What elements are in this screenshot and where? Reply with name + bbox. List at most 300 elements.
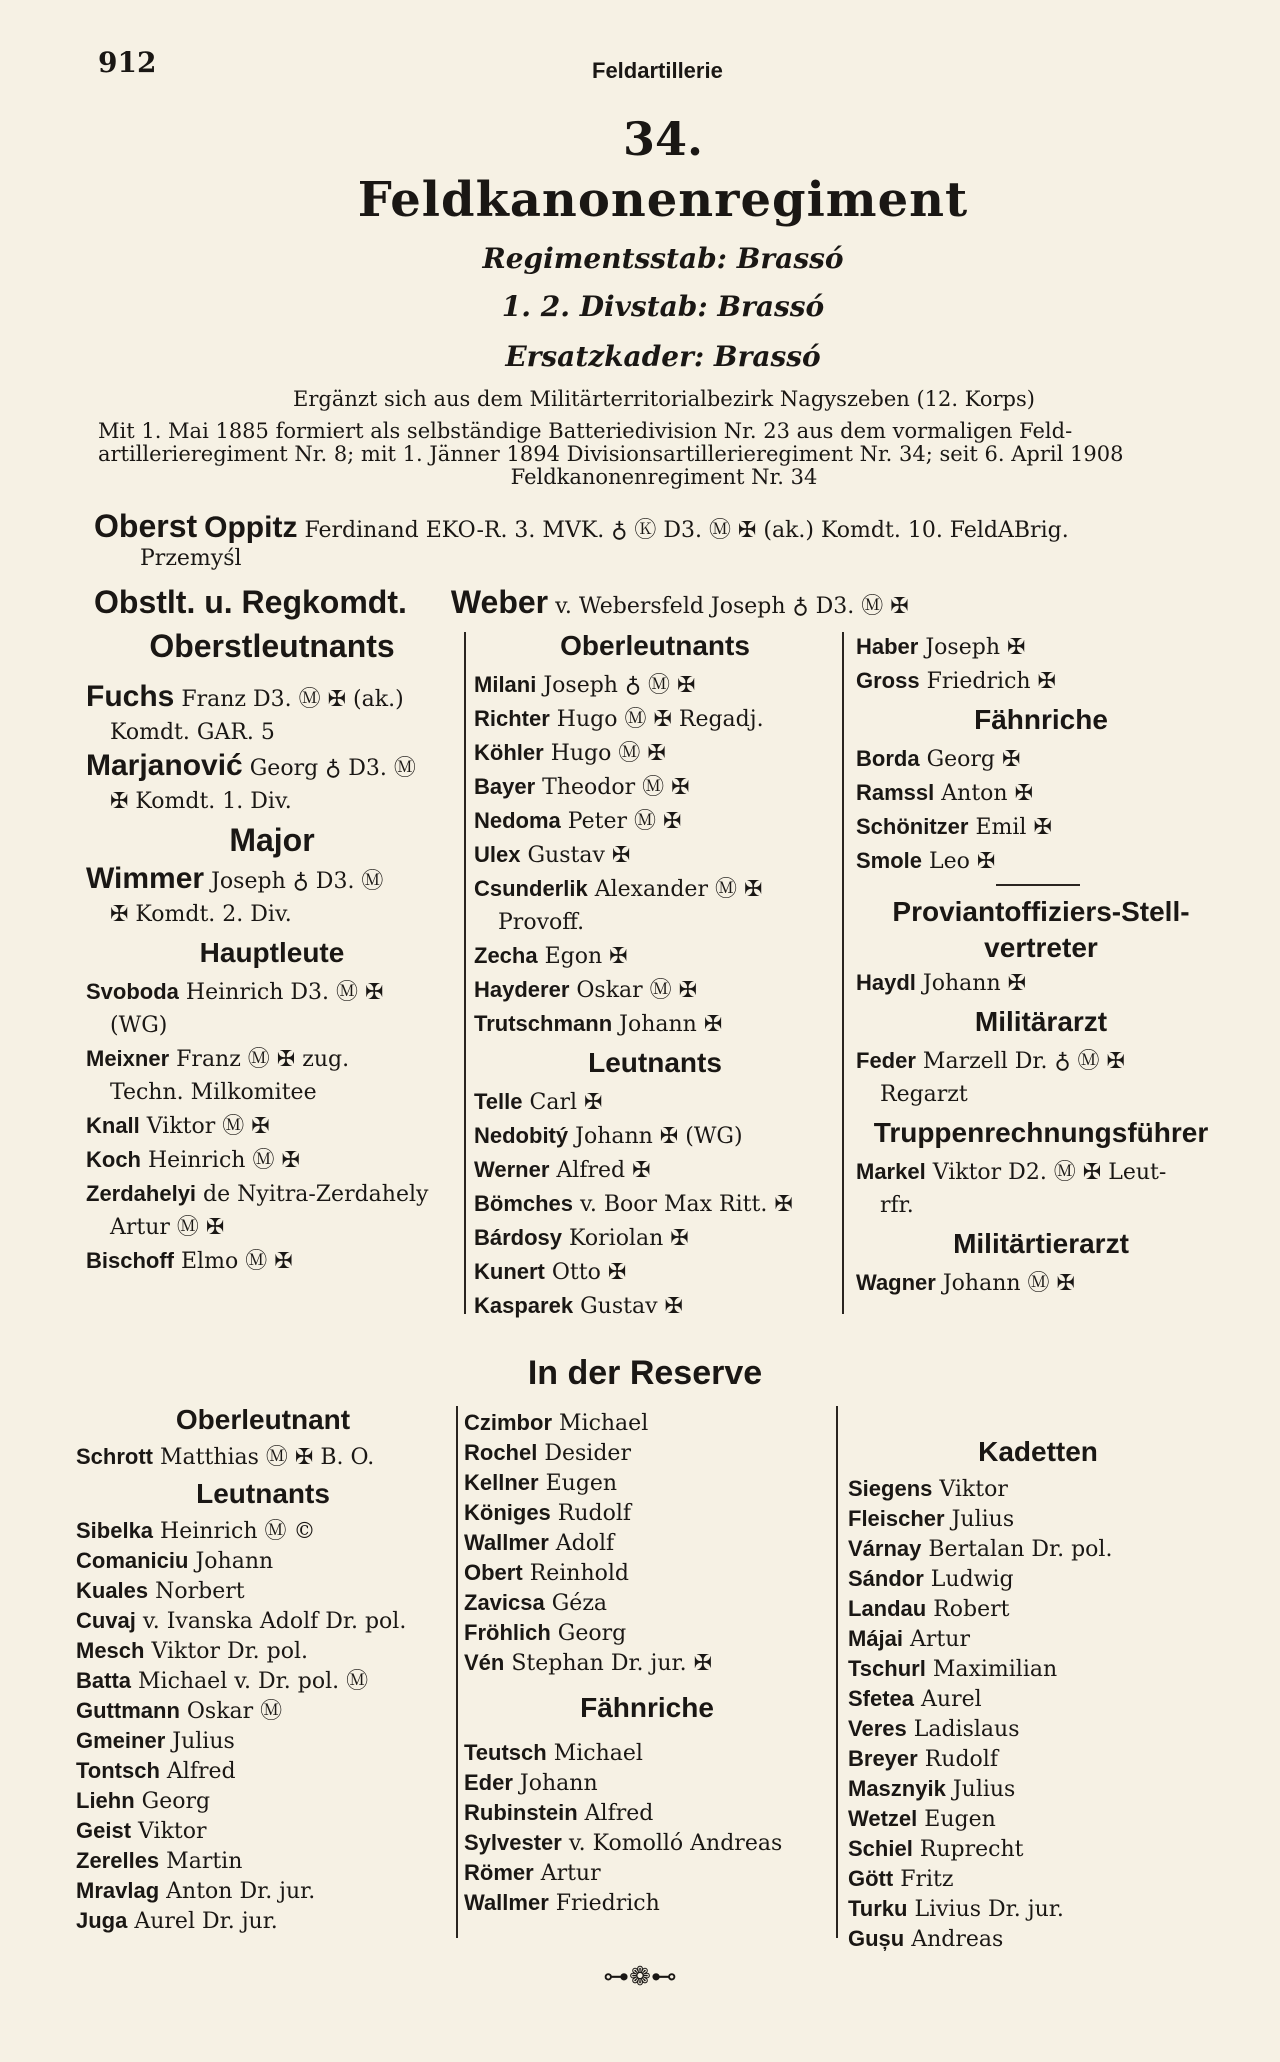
surname: Veres	[848, 1716, 907, 1741]
list-item	[464, 1648, 830, 1678]
entry-details: Julius	[172, 1729, 235, 1754]
list-reserve-mid	[464, 1408, 830, 1678]
column-divider-1	[464, 632, 466, 1314]
list-item	[76, 1636, 450, 1666]
list-item	[464, 1588, 830, 1618]
reserve-title: In der Reserve	[527, 1354, 763, 1392]
entry-details: Maximilian	[932, 1657, 1058, 1682]
list-item	[856, 664, 1226, 698]
entry-details: Alexander Ⓜ ✠	[594, 877, 763, 902]
entry-details: Johann	[195, 1549, 274, 1574]
intro-line-2: Mit 1. Mai 1885 formiert als selbständige Batteriedivision Nr. 23 aus dem vormaligen Feld-	[98, 419, 1073, 443]
entry-details: Ruprecht	[919, 1837, 1024, 1862]
heading-kadetten: Kadetten	[978, 1436, 1098, 1467]
oberst-name: Oppitz	[204, 511, 298, 544]
list-item	[474, 1255, 836, 1289]
entry-details: Alfred	[166, 1759, 236, 1784]
entry-details: Heinrich D3. Ⓜ ✠	[185, 980, 384, 1005]
obstlt-rank: Obstlt. u. Regkomdt.	[94, 584, 407, 620]
list-item	[76, 1666, 450, 1696]
surname: Tontsch	[76, 1758, 160, 1783]
surname: Schiel	[848, 1836, 913, 1861]
list-item-continuation: Techn. Milkomitee	[110, 1080, 317, 1105]
column-3	[856, 630, 1226, 1300]
surname: Várnay	[848, 1536, 922, 1561]
surname: Markel	[856, 1159, 926, 1184]
list-item	[856, 844, 1226, 878]
entry-details: Joseph ♁ Ⓜ ✠	[543, 673, 696, 698]
list-item	[464, 1498, 830, 1528]
surname: Römer	[464, 1860, 534, 1885]
surname: Schrott	[76, 1444, 153, 1469]
entry-details: Aurel Dr. jur.	[134, 1909, 278, 1934]
list-item-continuation: rfr.	[880, 1193, 914, 1218]
entry-details: Rudolf	[557, 1501, 632, 1526]
entry-details: Martin	[166, 1849, 243, 1874]
surname: Wallmer	[464, 1890, 549, 1915]
list-item-continuation: (WG)	[110, 1013, 168, 1038]
oberst-entry	[94, 508, 1069, 545]
entry-details: Egon ✠	[544, 944, 628, 969]
entry-details: Artur	[910, 1627, 970, 1652]
cont-fuchs: Komdt. GAR. 5	[110, 720, 275, 745]
list-item	[856, 630, 1226, 664]
list-item	[76, 1906, 450, 1936]
entry-details: Elmo Ⓜ ✠	[181, 1249, 293, 1274]
list-item	[76, 1786, 450, 1816]
surname: Sándor	[848, 1566, 924, 1591]
entry-details: Anton Dr. jur.	[166, 1879, 316, 1904]
heading-militaerarzt: Militärarzt	[974, 1006, 1108, 1037]
entry-details: v. Boor Max Ritt. ✠	[580, 1192, 793, 1217]
list-leutnants	[474, 1085, 836, 1323]
entry-details: Franz Ⓜ ✠ zug.	[176, 1047, 350, 1072]
heading-proviant-2: vertreter	[984, 932, 1098, 963]
entry-details: v. Ivanska Adolf Dr. pol.	[142, 1609, 407, 1634]
list-item	[474, 973, 836, 1007]
list-item	[474, 1221, 836, 1255]
entry-details: Viktor	[939, 1477, 1008, 1502]
entry-details: Friedrich	[555, 1891, 660, 1916]
list-item	[856, 742, 1226, 776]
surname: Nedobitý	[474, 1123, 569, 1148]
surname: Wetzel	[848, 1806, 918, 1831]
surname: Rubinstein	[464, 1800, 578, 1825]
heading-faehnriche: Fähnriche	[974, 704, 1108, 735]
surname: Teutsch	[464, 1740, 547, 1765]
surname: Kasparek	[474, 1293, 574, 1318]
list-item	[474, 1085, 836, 1119]
entry-details: Gustav ✠	[580, 1294, 683, 1319]
surname: Zavicsa	[464, 1590, 545, 1615]
list-item	[848, 1804, 1228, 1834]
list-item	[474, 838, 836, 872]
surname: Hayderer	[474, 977, 570, 1002]
intro-line-3: artillerieregiment Nr. 8; mit 1. Jänner 1894 Divisionsartillerieregiment Nr. 34; seit 6. April 1908	[98, 442, 1124, 466]
surname: Gross	[856, 668, 920, 693]
entry-details: Oskar Ⓜ ✠	[576, 978, 698, 1003]
list-item	[848, 1834, 1228, 1864]
entry-details: Géza	[551, 1591, 608, 1616]
list-militaertierarzt	[856, 1266, 1226, 1300]
list-item	[848, 1864, 1228, 1894]
heading-hauptleute: Hauptleute	[199, 937, 345, 968]
surname: Sfetea	[848, 1686, 915, 1711]
entry-details: Norbert	[155, 1579, 245, 1604]
list-item	[76, 1576, 450, 1606]
list-item	[474, 872, 836, 906]
name-marjanovic: Marjanović	[86, 749, 243, 782]
entry-details: Johann ✠	[619, 1012, 723, 1037]
entry-details: Viktor Dr. pol.	[151, 1639, 309, 1664]
entry-details: Johann	[519, 1771, 598, 1796]
entry-details: Alfred	[584, 1801, 654, 1826]
surname: Knall	[86, 1113, 140, 1138]
surname: Nedoma	[474, 808, 561, 833]
entry-details: Hugo Ⓜ ✠ Regadj.	[556, 707, 764, 732]
surname: Bárdosy	[474, 1225, 563, 1250]
reserve-column-1	[76, 1398, 450, 1936]
entry-details: Leo ✠	[929, 849, 996, 874]
heading-proviant: Proviantoffiziers-Stell-	[892, 896, 1190, 927]
entry-details: Heinrich Ⓜ ©	[160, 1519, 316, 1544]
entry-details: Viktor	[138, 1819, 207, 1844]
surname: Bayer	[474, 774, 536, 799]
list-item	[848, 1504, 1228, 1534]
entry-details: Michael	[553, 1741, 643, 1766]
surname: Gött	[848, 1866, 894, 1891]
column-divider-2	[842, 632, 844, 1314]
list-item	[76, 1442, 450, 1472]
surname: Haber	[856, 634, 919, 659]
ersatzkader: Ersatzkader: Brassó	[505, 340, 821, 373]
list-item	[848, 1474, 1228, 1504]
list-item	[848, 1624, 1228, 1654]
list-item	[76, 1516, 450, 1546]
list-item	[464, 1618, 830, 1648]
surname: Ramssl	[856, 780, 935, 805]
page-number: 912	[98, 46, 157, 79]
surname: Czimbor	[464, 1410, 552, 1435]
surname: Haydl	[856, 970, 916, 995]
list-item-continuation: Artur Ⓜ ✠	[110, 1215, 225, 1240]
list-reserve-oberleutnant	[76, 1442, 450, 1472]
list-hauptleute	[86, 975, 458, 1278]
surname: Mravlag	[76, 1878, 160, 1903]
surname: Zecha	[474, 943, 538, 968]
heading-truppenrechnungsfuehrer: Truppenrechnungsführer	[873, 1117, 1209, 1148]
entry-details: Andreas	[911, 1927, 1004, 1952]
list-item	[86, 1109, 458, 1143]
list-item	[76, 1726, 450, 1756]
surname: Bömches	[474, 1191, 574, 1216]
surname: Turku	[848, 1896, 908, 1921]
list-item	[464, 1438, 830, 1468]
entry-details: Friedrich ✠	[926, 669, 1056, 694]
entry-details: Rudolf	[924, 1747, 998, 1772]
details-fuchs: Franz D3. Ⓜ ✠ (ak.)	[181, 687, 404, 712]
list-item	[474, 736, 836, 770]
entry-details: Johann ✠	[922, 971, 1027, 996]
list-item	[464, 1798, 830, 1828]
heading-reserve-oberleutnant: Oberleutnant	[175, 1404, 351, 1435]
list-kadetten	[848, 1474, 1228, 1954]
surname: Schönitzer	[856, 814, 969, 839]
surname: Zerdahelyi	[86, 1181, 197, 1206]
entry-details: Ludwig	[930, 1567, 1014, 1592]
surname: Csunderlik	[474, 876, 588, 901]
heading-militaertierarzt: Militärtierarzt	[953, 1228, 1129, 1259]
column-1	[86, 624, 458, 1278]
entry-details: Heinrich Ⓜ ✠	[148, 1148, 300, 1173]
obstlt-entry	[94, 584, 909, 621]
surname: Koch	[86, 1147, 141, 1172]
list-item	[76, 1846, 450, 1876]
list-item	[848, 1714, 1228, 1744]
list-item	[464, 1408, 830, 1438]
list-item	[856, 1044, 1226, 1078]
list-item	[848, 1564, 1228, 1594]
entry-details: Julius	[952, 1777, 1016, 1802]
surname: Kellner	[464, 1470, 539, 1495]
surname: Mesch	[76, 1638, 145, 1663]
list-item	[848, 1774, 1228, 1804]
list-item	[856, 966, 1226, 1000]
surname: Svoboda	[86, 979, 179, 1004]
list-item	[76, 1696, 450, 1726]
running-head: Feldartillerie	[592, 58, 723, 83]
reserve-divider-1	[456, 1406, 458, 1938]
list-proviant	[856, 966, 1226, 1000]
entry-details: Michael	[559, 1411, 649, 1436]
surname: Tschurl	[848, 1656, 926, 1681]
list-militaerarzt	[856, 1044, 1226, 1111]
entry-fuchs	[86, 680, 458, 716]
list-item	[474, 1119, 836, 1153]
entry-marjanovic	[86, 749, 458, 785]
surname: Siegens	[848, 1476, 933, 1501]
intro-line-4: Feldkanonenregiment Nr. 34	[510, 465, 818, 489]
surname: Sylvester	[464, 1830, 562, 1855]
surname: Meixner	[86, 1046, 170, 1071]
list-item	[86, 1143, 458, 1177]
list-item	[856, 1155, 1226, 1189]
entry-details: Eugen	[545, 1471, 618, 1496]
entry-details: Michael v. Dr. pol. Ⓜ	[138, 1669, 369, 1694]
surname: Cuvaj	[76, 1608, 136, 1633]
reserve-column-3	[848, 1430, 1228, 1954]
list-item	[86, 1177, 458, 1211]
surname: Borda	[856, 746, 920, 771]
regimentsstab: Regimentsstab: Brassó	[482, 242, 844, 275]
list-item	[848, 1894, 1228, 1924]
list-item	[848, 1684, 1228, 1714]
list-item	[856, 1266, 1226, 1300]
heading-oberstleutnants: Oberstleutnants	[149, 628, 395, 664]
entry-details: Koriolan ✠	[569, 1226, 689, 1251]
cont-marjanovic: ✠ Komdt. 1. Div.	[110, 789, 292, 814]
entry-details: Julius	[951, 1507, 1015, 1532]
entry-details: Viktor D2. Ⓜ ✠ Leut-	[932, 1160, 1167, 1185]
intro-line-1: Ergänzt sich aus dem Militärterritorialbezirk Nagyszeben (12. Korps)	[293, 387, 1035, 411]
surname: Fleischer	[848, 1506, 945, 1531]
list-item-continuation: Regarzt	[880, 1082, 968, 1107]
entry-details: Peter Ⓜ ✠	[567, 809, 682, 834]
entry-details: Aurel	[921, 1687, 982, 1712]
surname: Milani	[474, 672, 537, 697]
entry-details: Johann Ⓜ ✠	[942, 1271, 1075, 1296]
entry-details: Ladislaus	[913, 1717, 1020, 1742]
list-item	[474, 1153, 836, 1187]
entry-details: Bertalan Dr. pol.	[928, 1537, 1113, 1562]
list-item	[76, 1606, 450, 1636]
heading-reserve-faehnriche: Fähnriche	[580, 1692, 714, 1723]
entry-details: Johann ✠ (WG)	[575, 1124, 743, 1149]
surname: Trutschmann	[474, 1011, 613, 1036]
entry-details: Eugen	[924, 1807, 996, 1832]
surname: Sibelka	[76, 1518, 154, 1543]
entry-details: Georg	[557, 1621, 627, 1646]
cont-wimmer: ✠ Komdt. 2. Div.	[110, 902, 292, 927]
entry-wimmer	[86, 862, 458, 898]
surname: Guttmann	[76, 1698, 180, 1723]
entry-details: Gustav ✠	[527, 843, 631, 868]
surname: Wallmer	[464, 1530, 549, 1555]
list-item-continuation: Provoff.	[498, 910, 585, 935]
surname: Liehn	[76, 1788, 135, 1813]
list-faehnriche	[856, 742, 1226, 878]
entry-details: Desider	[544, 1441, 631, 1466]
list-item	[848, 1594, 1228, 1624]
divstab: 1. 2. Divstab: Brassó	[501, 290, 825, 323]
surname: Fröhlich	[464, 1620, 551, 1645]
heading-leutnants: Leutnants	[588, 1047, 722, 1078]
list-item	[848, 1924, 1228, 1954]
entry-details: Georg	[141, 1789, 211, 1814]
entry-details: Anton ✠	[941, 781, 1034, 806]
surname: Königes	[464, 1500, 551, 1525]
list-item	[464, 1528, 830, 1558]
entry-details: Adolf	[555, 1531, 615, 1556]
entry-details: Alfred ✠	[556, 1158, 651, 1183]
surname: Májai	[848, 1626, 904, 1651]
list-item	[464, 1468, 830, 1498]
list-item	[474, 668, 836, 702]
surname: Feder	[856, 1048, 916, 1073]
list-item	[464, 1828, 830, 1858]
name-wimmer: Wimmer	[86, 862, 205, 895]
column-2	[474, 624, 836, 1323]
list-item	[856, 810, 1226, 844]
list-item	[474, 770, 836, 804]
list-item	[76, 1816, 450, 1846]
entry-details: Oskar Ⓜ	[186, 1699, 283, 1724]
details-marjanovic: Georg ♁ D3. Ⓜ	[249, 756, 416, 781]
list-item	[464, 1768, 830, 1798]
entry-details: Joseph ✠	[925, 635, 1026, 660]
surname: Masznyik	[848, 1776, 946, 1801]
entry-details: Hugo Ⓜ ✠	[550, 741, 666, 766]
entry-details: Georg ✠	[926, 747, 1021, 772]
oberst-details: Ferdinand EKO-R. 3. MVK. ♁ Ⓚ D3. Ⓜ ✠ (ak.) Komdt. 10. FeldABrig.	[304, 518, 1069, 543]
surname: Juga	[76, 1908, 128, 1933]
list-item	[474, 1289, 836, 1323]
name-fuchs: Fuchs	[86, 680, 175, 713]
surname: Ulex	[474, 842, 521, 867]
list-item	[86, 975, 458, 1009]
obstlt-name: Weber	[450, 584, 549, 620]
list-reserve-leutnants	[76, 1516, 450, 1936]
list-item	[464, 1558, 830, 1588]
list-item	[848, 1654, 1228, 1684]
surname: Wagner	[856, 1270, 936, 1295]
entry-details: Stephan Dr. jur. ✠	[511, 1651, 713, 1676]
entry-details: Reinhold	[529, 1561, 630, 1586]
surname: Bischoff	[86, 1248, 174, 1273]
surname: Landau	[848, 1596, 927, 1621]
entry-details: Theodor Ⓜ ✠	[542, 775, 690, 800]
list-item	[76, 1876, 450, 1906]
surname: Comaniciu	[76, 1548, 189, 1573]
list-truppenrechnungsfuehrer	[856, 1155, 1226, 1222]
regiment-name: Feldkanonenregiment	[357, 172, 969, 228]
list-item	[76, 1546, 450, 1576]
surname: Gmeiner	[76, 1728, 166, 1753]
list-item	[474, 939, 836, 973]
list-item	[848, 1534, 1228, 1564]
reserve-column-2	[464, 1408, 830, 1918]
entry-details: Viktor Ⓜ ✠	[146, 1114, 270, 1139]
entry-details: Fritz	[900, 1867, 954, 1892]
entry-details: Artur	[540, 1861, 601, 1886]
heading-oberleutnants: Oberleutnants	[560, 630, 750, 661]
heading-major: Major	[229, 822, 315, 858]
list-item	[86, 1244, 458, 1278]
surname: Vén	[464, 1650, 505, 1675]
entry-details: Marzell Dr. ♁ Ⓜ ✠	[922, 1049, 1125, 1074]
entry-details: de Nyitra-Zerdahely	[203, 1182, 429, 1207]
surname: Batta	[76, 1668, 132, 1693]
obstlt-details: v. Webersfeld Joseph ♁ D3. Ⓜ ✠	[555, 594, 909, 619]
list-reserve-faehnriche	[464, 1738, 830, 1918]
list-item	[474, 702, 836, 736]
entry-details: Emil ✠	[975, 815, 1052, 840]
heading-reserve-leutnants: Leutnants	[196, 1478, 330, 1509]
entry-details: v. Komolló Andreas	[568, 1831, 783, 1856]
entry-details: Matthias Ⓜ ✠ B. O.	[160, 1445, 375, 1470]
surname: Geist	[76, 1818, 132, 1843]
surname: Smole	[856, 848, 923, 873]
oberst-continuation: Przemyśl	[140, 546, 242, 571]
list-item	[464, 1858, 830, 1888]
list-item	[856, 776, 1226, 810]
list-col3-top	[856, 630, 1226, 698]
list-oberleutnants	[474, 668, 836, 1041]
surname: Breyer	[848, 1746, 918, 1771]
surname: Kuales	[76, 1578, 149, 1603]
short-rule	[996, 884, 1080, 886]
surname: Kunert	[474, 1259, 545, 1284]
list-item	[474, 1187, 836, 1221]
end-ornament: ⊶❁⊷	[603, 1962, 677, 1992]
list-item	[474, 1007, 836, 1041]
entry-details: Livius Dr. jur.	[914, 1897, 1064, 1922]
surname: Gușu	[848, 1926, 905, 1951]
surname: Werner	[474, 1157, 550, 1182]
entry-details: Robert	[933, 1597, 1010, 1622]
entry-details: Carl ✠	[529, 1090, 603, 1115]
list-item	[464, 1738, 830, 1768]
